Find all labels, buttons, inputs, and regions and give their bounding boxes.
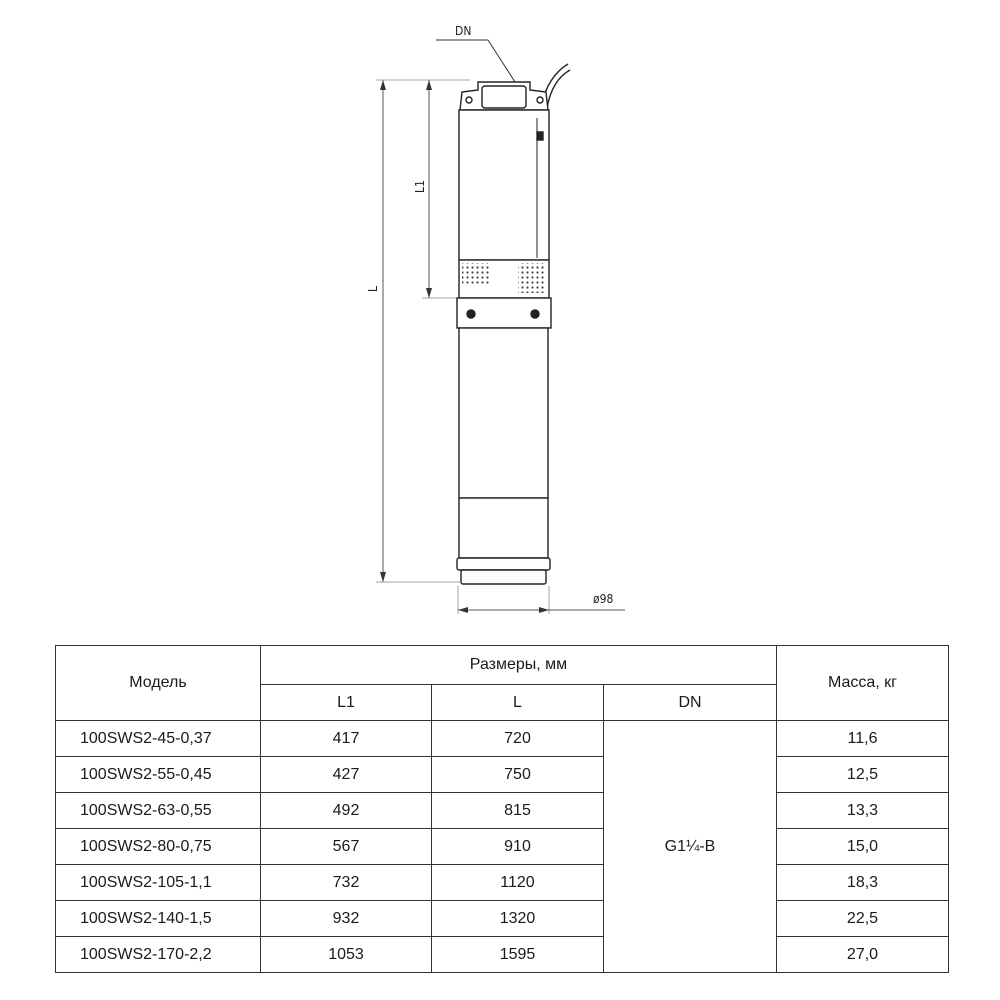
table-row xyxy=(56,937,949,973)
cell-dn: G1¼-B xyxy=(604,721,777,973)
cell-model: 100SWS2-170-2,2 xyxy=(56,937,261,973)
table-row xyxy=(56,793,949,829)
table-row xyxy=(56,721,949,757)
cell-model: 100SWS2-105-1,1 xyxy=(56,865,261,901)
table-row xyxy=(56,757,949,793)
cell-l: 750 xyxy=(432,757,604,793)
cell-l1: 1053 xyxy=(261,937,432,973)
l-label: L xyxy=(366,285,380,292)
header-dimensions: Размеры, мм xyxy=(261,646,777,685)
header-mass: Масса, кг xyxy=(777,646,949,721)
cell-l: 1595 xyxy=(432,937,604,973)
cell-l1: 417 xyxy=(261,721,432,757)
cell-l1: 492 xyxy=(261,793,432,829)
cell-l: 910 xyxy=(432,829,604,865)
header-model: Модель xyxy=(56,646,261,721)
table-row xyxy=(56,901,949,937)
diameter-label: ø98 xyxy=(593,592,614,606)
cell-model: 100SWS2-140-1,5 xyxy=(56,901,261,937)
cell-l1: 427 xyxy=(261,757,432,793)
cell-l1: 567 xyxy=(261,829,432,865)
cell-mass: 15,0 xyxy=(777,829,949,865)
cell-l: 720 xyxy=(432,721,604,757)
cell-model: 100SWS2-63-0,55 xyxy=(56,793,261,829)
dimension-l xyxy=(376,80,470,582)
cell-l1: 732 xyxy=(261,865,432,901)
l1-label: L1 xyxy=(413,180,427,193)
cell-l1: 932 xyxy=(261,901,432,937)
cell-l: 1120 xyxy=(432,865,604,901)
cell-mass: 27,0 xyxy=(777,937,949,973)
specification-table xyxy=(55,645,949,973)
header-dn: DN xyxy=(604,685,777,721)
cell-mass: 13,3 xyxy=(777,793,949,829)
cell-l: 815 xyxy=(432,793,604,829)
cell-model: 100SWS2-80-0,75 xyxy=(56,829,261,865)
cell-model: 100SWS2-55-0,45 xyxy=(56,757,261,793)
dn-label: DN xyxy=(455,24,472,38)
table-row xyxy=(56,829,949,865)
cell-l: 1320 xyxy=(432,901,604,937)
table-row xyxy=(56,865,949,901)
header-l: L xyxy=(432,685,604,721)
header-l1: L1 xyxy=(261,685,432,721)
cell-mass: 11,6 xyxy=(777,721,949,757)
cell-mass: 12,5 xyxy=(777,757,949,793)
cell-model: 100SWS2-45-0,37 xyxy=(56,721,261,757)
cell-mass: 18,3 xyxy=(777,865,949,901)
dimension-l1 xyxy=(422,80,460,298)
cell-mass: 22,5 xyxy=(777,901,949,937)
pump-body xyxy=(457,64,570,584)
